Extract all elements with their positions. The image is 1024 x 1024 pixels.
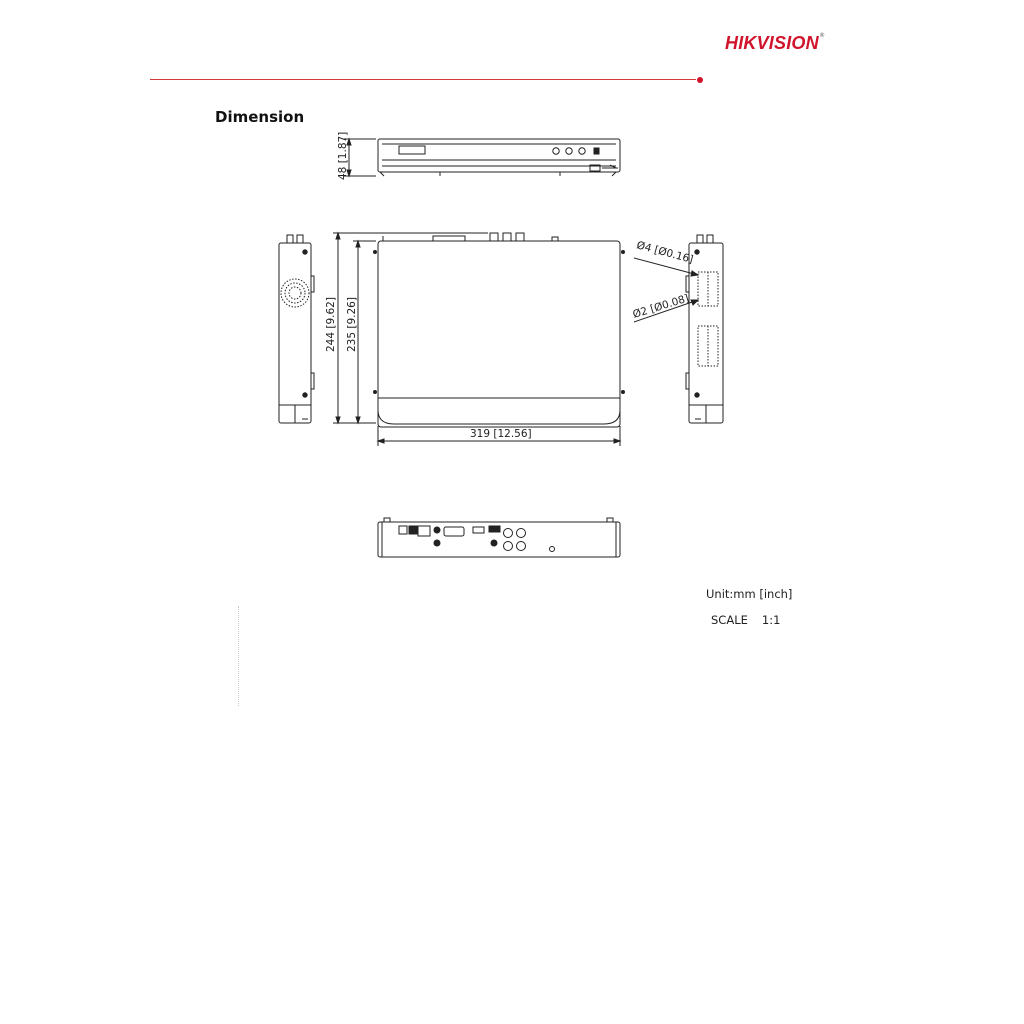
- scale-label: SCALE: [711, 613, 748, 627]
- margin-marker: [238, 606, 239, 706]
- dim-depth-inner: 235 [9.26]: [346, 297, 358, 352]
- left-side-view: [279, 235, 314, 423]
- registered-mark: ®: [819, 33, 825, 39]
- right-side-view: [634, 235, 723, 423]
- section-title: Dimension: [215, 108, 305, 126]
- top-view: [333, 233, 625, 446]
- rear-view: [378, 518, 620, 557]
- dim-hole-large: Ø4 [Ø0.16]: [635, 239, 695, 266]
- dim-hole-small: Ø2 [Ø0.08]: [631, 292, 691, 321]
- scale-row: [711, 613, 780, 627]
- dim-width: 319 [12.56]: [470, 428, 532, 440]
- dim-depth-outer: 244 [9.62]: [325, 297, 337, 352]
- scale-value: 1:1: [761, 613, 781, 627]
- front-view: [344, 139, 620, 176]
- dim-height: 48 [1.87]: [337, 131, 349, 180]
- brand-name: HIKVISION: [725, 33, 819, 53]
- unit-label: Unit:mm [inch]: [706, 587, 793, 601]
